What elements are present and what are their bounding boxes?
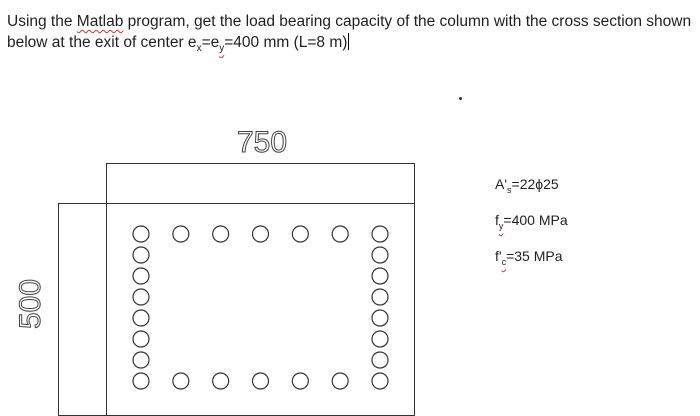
rebar-top xyxy=(253,226,269,242)
rebar-group xyxy=(133,226,388,389)
rebar-left xyxy=(133,310,149,326)
rebar-left xyxy=(133,331,149,347)
fy-subscript: y xyxy=(498,220,504,231)
question-eq: =e xyxy=(201,34,220,51)
rebar-right xyxy=(372,268,388,284)
fy-spec xyxy=(495,210,568,246)
fc-symbol: f' xyxy=(495,248,502,264)
specs-panel xyxy=(495,174,568,282)
width-dimension-label: 750 xyxy=(236,126,288,159)
rebar-bottom xyxy=(133,373,149,389)
subscript-y: y xyxy=(219,43,225,55)
rebar-right xyxy=(372,310,388,326)
rebar-bottom xyxy=(173,373,189,389)
fc-spec xyxy=(495,246,568,282)
steel-area-spec xyxy=(495,174,568,210)
height-dimension-box xyxy=(59,204,107,416)
steel-area-symbol: A' xyxy=(495,176,508,192)
height-dimension-label: 500 xyxy=(14,278,47,330)
fc-subscript: c xyxy=(501,256,507,267)
rebar-right xyxy=(372,289,388,305)
rebar-left xyxy=(133,268,149,284)
rebar-top xyxy=(133,226,149,242)
rebar-top xyxy=(292,226,308,242)
rebar-bottom xyxy=(372,373,388,389)
rebar-top xyxy=(372,226,388,242)
rebar-bottom xyxy=(292,373,308,389)
question-part-2: program, get the load bearing capacity of the column with the cross section shown below at the exit of center e xyxy=(7,13,692,51)
rebar-top xyxy=(213,226,229,242)
matlab-word: Matlab xyxy=(76,13,124,30)
rebar-right xyxy=(372,331,388,347)
fy-symbol: f xyxy=(495,212,499,228)
rebar-left xyxy=(133,247,149,263)
subscript-x: x xyxy=(196,43,202,55)
rebar-left xyxy=(133,289,149,305)
width-dimension-box xyxy=(107,164,415,204)
steel-area-value: =22ϕ25 xyxy=(511,176,559,192)
fc-value: =35 MPa xyxy=(506,248,563,264)
rebar-bottom xyxy=(332,373,348,389)
rebar-left xyxy=(133,352,149,368)
rebar-top xyxy=(332,226,348,242)
rebar-bottom xyxy=(213,373,229,389)
question-part-3: =400 mm (L=8 m) xyxy=(224,34,348,51)
rebar-right xyxy=(372,352,388,368)
rebar-bottom xyxy=(253,373,269,389)
rebar-top xyxy=(173,226,189,242)
column-section-outline xyxy=(107,204,415,416)
question-part-1: Using the xyxy=(7,13,77,30)
steel-area-subscript: s xyxy=(507,184,512,195)
fy-value: =400 MPa xyxy=(503,212,568,228)
rebar-right xyxy=(372,247,388,263)
